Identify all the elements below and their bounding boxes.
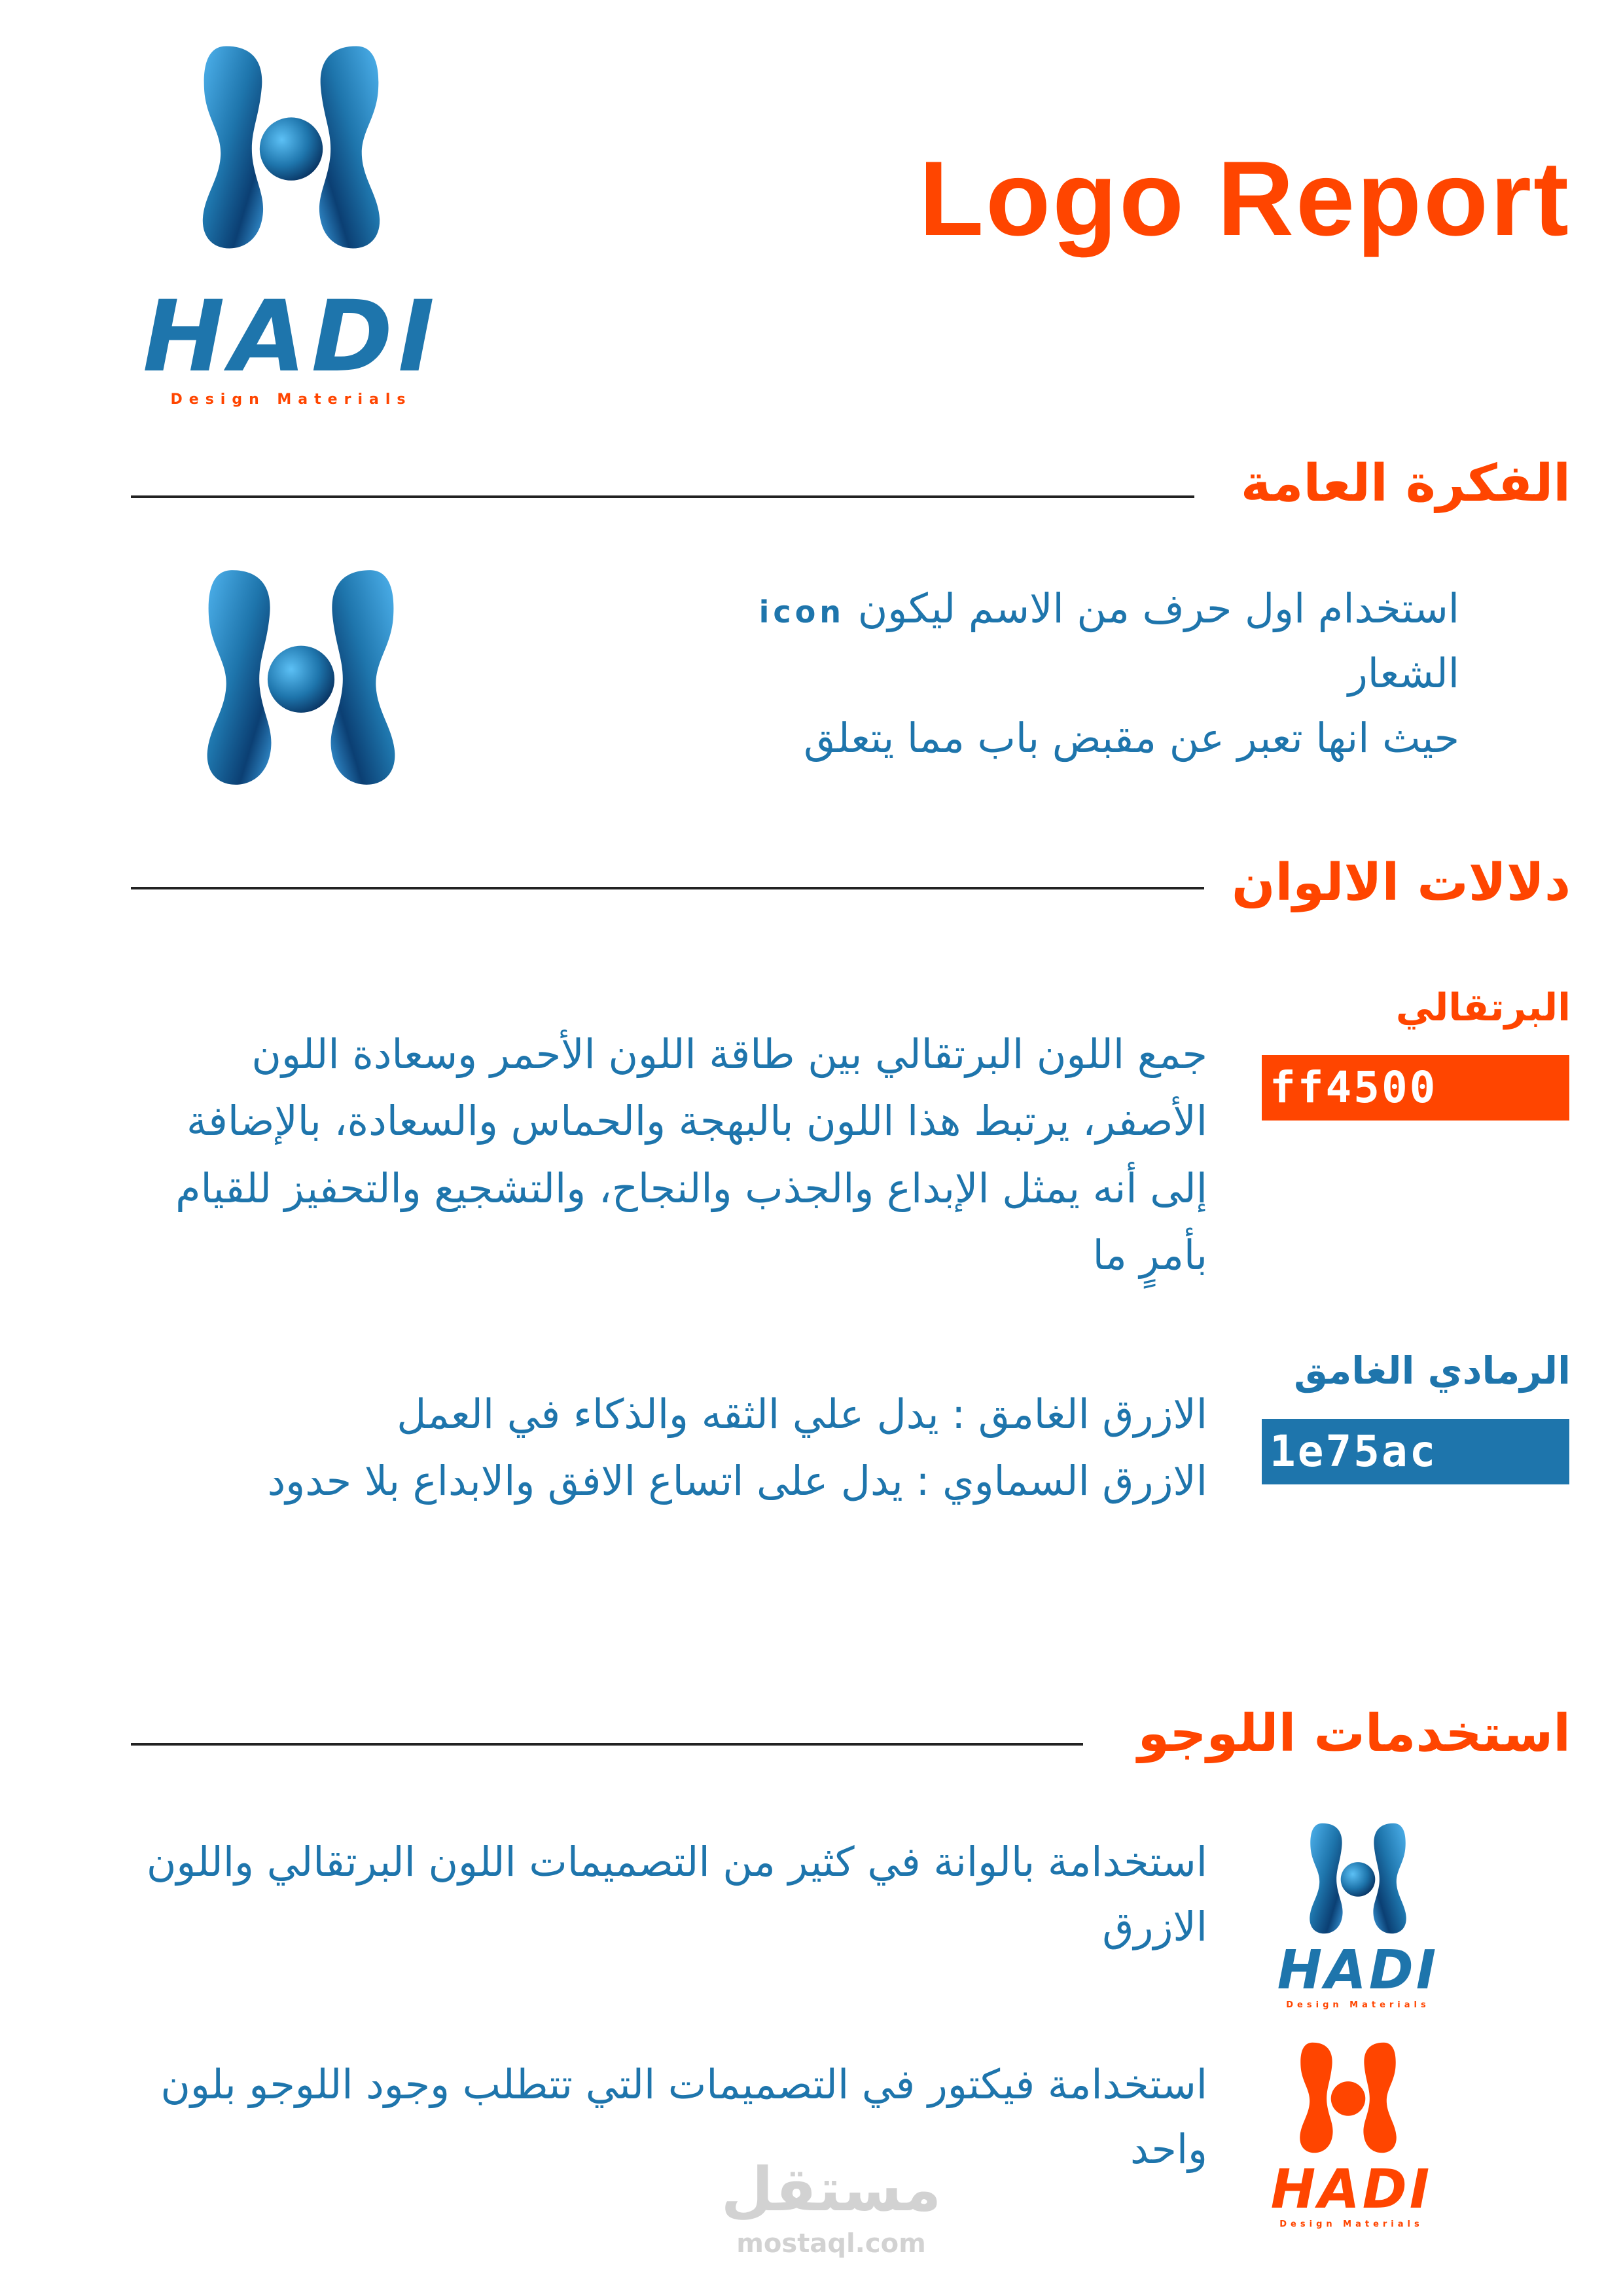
concept-logo-mark — [177, 563, 425, 792]
orange-color-name: البرتقالي — [1395, 985, 1571, 1030]
section-divider — [131, 495, 1194, 498]
blue-hex-label: 1e75ac — [1270, 1426, 1438, 1477]
orange-hex-label: ff4500 — [1270, 1062, 1438, 1113]
section-divider — [131, 1743, 1083, 1746]
blue-color-name: الرمادي الغامق — [1294, 1348, 1571, 1393]
blue-description — [118, 1381, 1207, 1515]
page-title: Logo Report — [919, 139, 1571, 258]
hadi-h-mark — [1293, 1820, 1423, 1937]
concept-section-title: الفكرة العامة — [1240, 454, 1571, 513]
usage-logo-color-wordmark: HADI — [1277, 1939, 1439, 2001]
blue-color-swatch — [1262, 1419, 1569, 1484]
usage-logo-color — [1293, 1820, 1423, 1937]
hadi-h-mark — [177, 563, 425, 792]
blue-description-line-2: الازرق السماوي : يدل على اتساع الافق والابداع بلا حدود — [267, 1457, 1207, 1505]
watermark-latin: mostaql.com — [736, 2229, 926, 2259]
usage-logo-vector-wordmark: HADI — [1270, 2159, 1433, 2221]
section-divider — [131, 887, 1204, 889]
header-logo-wordmark: HADI — [143, 280, 440, 394]
blue-description-line-1: الازرق الغامق : يدل علي الثقه والذكاء في العمل — [397, 1390, 1207, 1438]
concept-line-1-text: استخدام اول حرف من الاسم ليكون — [857, 584, 1459, 632]
concept-icon-term: icon — [758, 594, 846, 630]
hadi-h-mark — [170, 39, 412, 255]
watermark-arabic: مستقل — [721, 2155, 942, 2225]
concept-text — [556, 576, 1459, 771]
usage-item-2: استخدامة فيكتور في التصميمات التي تتطلب وجود اللوجو بلون واحد — [160, 2060, 1207, 2174]
concept-line-3: حيث انها تعبر عن مقبض باب مما يتعلق — [804, 714, 1459, 762]
hadi-h-mark-orange — [1283, 2039, 1414, 2157]
concept-line-2: الشعار — [1347, 649, 1459, 698]
concept-line-1 — [556, 576, 1459, 641]
usage-section-title: استخدمات اللوجو — [1137, 1704, 1571, 1763]
usage-logo-color-tagline: Design Materials — [1286, 2000, 1430, 2010]
header-logo-tagline: Design Materials — [170, 391, 412, 408]
usage-item-1: استخدامة بالوانة في كثير من التصميمات اللون البرتقالي واللون الازرق — [146, 1838, 1207, 1951]
header-logo-mark — [170, 39, 412, 255]
colors-section-title: دلالات الالوان — [1231, 853, 1571, 912]
usage-logo-vector — [1283, 2039, 1414, 2157]
orange-color-swatch — [1262, 1055, 1569, 1121]
usage-logo-vector-tagline: Design Materials — [1279, 2219, 1423, 2229]
orange-description: جمع اللون البرتقالي بين طاقة اللون الأحمر وسعادة اللون الأصفر، يرتبط هذا اللون بالبهجة والحماس والسعادة، بالإضافة إلى أنه يمثل الإبداع والجذب والنجاح، والتشجيع والتحفيز للقيام بأمرٍ ما — [175, 1030, 1207, 1279]
